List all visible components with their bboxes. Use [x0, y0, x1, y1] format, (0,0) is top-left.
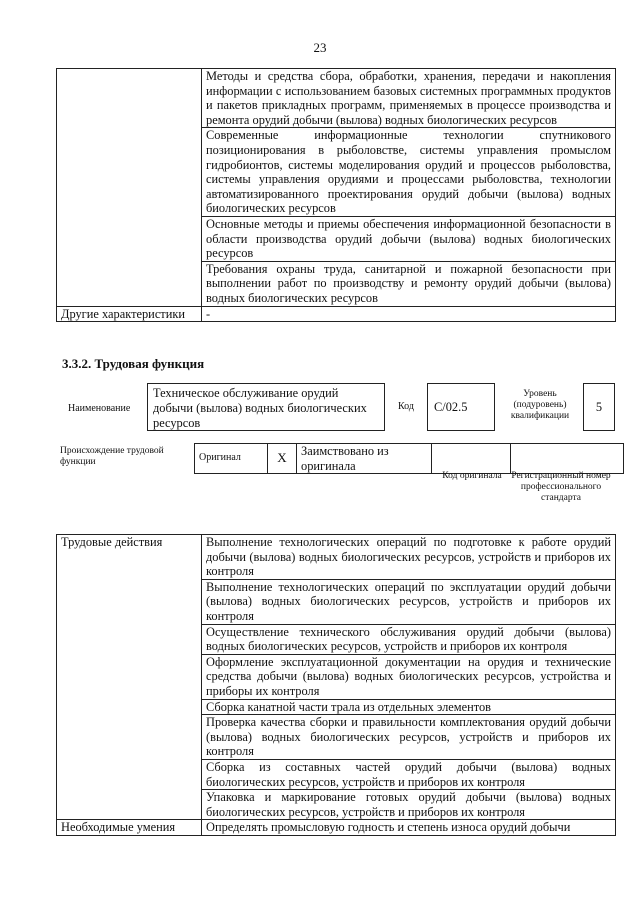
table-row — [195, 444, 624, 474]
level-value: 5 — [583, 383, 615, 431]
table-cell: Сборка канатной части трала из отдельных элементов — [202, 699, 616, 715]
knowledge-table — [56, 68, 616, 322]
table-cell: Основные методы и приемы обеспечения информационной безопасности в области производства орудий добычи (вылова) водных биологических ресурсов — [202, 216, 616, 261]
table-cell: Проверка качества сборки и правильности комплектования орудий добычи (вылова) водных биологических ресурсов, устройств и приборов их контроля — [202, 715, 616, 760]
original-code-cell — [432, 444, 511, 474]
table-cell: Выполнение технологических операций по подготовке к работе орудий добычи (вылова) водных биологических ресурсов, устройств и приборов их контроля — [202, 535, 616, 580]
table-cell: Требования охраны труда, санитарной и пожарной безопасности при выполнении работ по производству и ремонту орудий добычи (вылова) водных биологических ресурсов — [202, 261, 616, 306]
row-label: Необходимые умения — [57, 820, 202, 836]
table-cell: - — [202, 306, 616, 322]
table-cell: Современные информационные технологии спутникового позиционирования в рыболовстве, системы управления промыслом гидробионтов, системы моделирования орудий и процессов рыболовства, системы управления орудиями и процессами рыболовства, технологии автоматизированного проектирования орудий добычи (вылова) водных биологических ресурсов — [202, 128, 616, 217]
original-code-caption: Код оригинала — [442, 471, 502, 481]
table-cell: Методы и средства сбора, обработки, хранения, передачи и накопления информации с использованием базовых системных программных продуктов и пакетов прикладных программ, применяемых в процессе производства и ремонта орудий добычи (вылова) водных биологических ресурсов — [202, 69, 616, 128]
code-label: Код — [398, 401, 414, 412]
row-label: Другие характеристики — [57, 306, 202, 322]
reg-number-caption: Регистрационный номер профессионального стандарта — [511, 471, 611, 503]
table-cell: Упаковка и маркирование готовых орудий добычи (вылова) водных биологических ресурсов, устройств и приборов их контроля — [202, 790, 616, 820]
origin-table — [194, 443, 624, 474]
code-value: С/02.5 — [427, 383, 495, 431]
name-value: Техническое обслуживание орудий добычи (вылова) водных биологических ресурсов — [147, 383, 385, 431]
section-heading: 3.3.2. Трудовая функция — [62, 356, 205, 371]
level-label: Уровень (подуровень) квалификации — [510, 389, 570, 421]
original-mark: X — [268, 444, 297, 474]
table-cell: Осуществление технического обслуживания орудий добычи (вылова) водных биологических ресурсов, устройств и приборов их контроля — [202, 624, 616, 654]
origin-label: Происхождение трудовой функции — [60, 446, 164, 467]
table-row — [57, 535, 616, 580]
table-cell: Оформление эксплуатационной документации на орудия и технические средства добычи (вылова) водных биологических ресурсов, устройства и приборы их контроля — [202, 654, 616, 699]
table-cell: Сборка из составных частей орудий добычи (вылова) водных биологических ресурсов, устройств и приборов их контроля — [202, 759, 616, 789]
table-row — [57, 69, 616, 128]
name-label: Наименование — [68, 403, 131, 414]
borrowed-label: Заимствовано из оригинала — [297, 444, 432, 474]
table-row — [57, 306, 616, 322]
page-number: 23 — [313, 40, 327, 55]
table-cell: Выполнение технологических операций по эксплуатации орудий добычи (вылова) водных биологических ресурсов, устройств и приборов их контроля — [202, 579, 616, 624]
table-cell: Определять промысловую годность и степень износа орудий добычи — [202, 820, 616, 836]
row-label — [57, 69, 202, 307]
original-label: Оригинал — [195, 444, 268, 474]
row-label: Трудовые действия — [57, 535, 202, 820]
labor-actions-table — [56, 534, 616, 836]
table-row — [57, 820, 616, 836]
reg-number-cell — [511, 444, 624, 474]
